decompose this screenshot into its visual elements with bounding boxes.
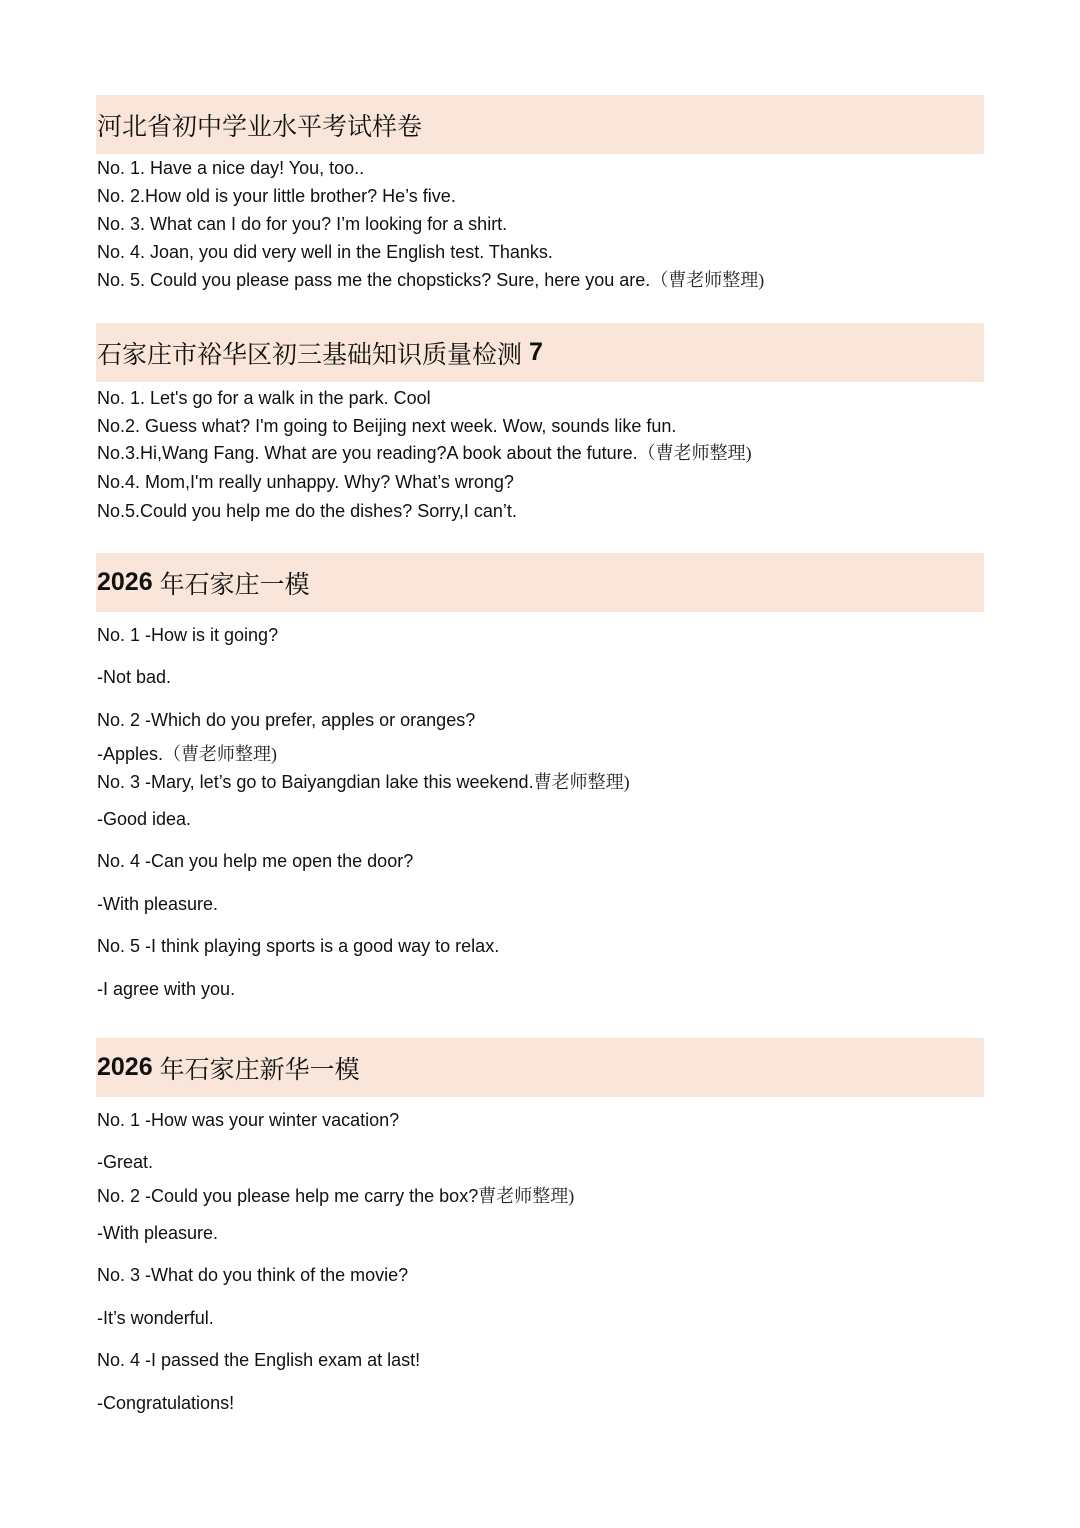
dialogue-line: No. 5. Could you please pass me the chopsticks? Sure, here you are.（曹老师整理) [97, 270, 765, 290]
dialogue-line: No.2. Guess what? I'm going to Beijing next week. Wow, sounds like fun. [97, 416, 677, 436]
editor-note: （曹老师整理) [163, 744, 278, 764]
dialogue-line: No.3.Hi,Wang Fang. What are you reading?A book about the future.（曹老师整理) [97, 443, 752, 463]
dialogue-line: No. 4 -I passed the English exam at last! [97, 1350, 421, 1370]
dialogue-line: -Not bad. [97, 667, 172, 687]
section-title: 年石家庄新华一模 [159, 1055, 360, 1084]
dialogue-line: No. 4. Joan, you did very well in the English test. Thanks. [97, 242, 553, 262]
dialogue-line: No. 5 -I think playing sports is a good way to relax. [97, 936, 500, 956]
dialogue-line: No. 1. Let's go for a walk in the park. Cool [97, 388, 431, 408]
dialogue-line: -Good idea. [97, 809, 192, 829]
section-heading [96, 95, 984, 154]
dialogue-line: No. 1. Have a nice day! You, too.. [97, 158, 365, 178]
section-title: 年石家庄一模 [159, 570, 310, 599]
dialogue-line: No. 4 -Can you help me open the door? [97, 851, 414, 871]
editor-note: 曹老师整理) [533, 772, 630, 792]
section-title: 河北省初中学业水平考试样卷 [97, 112, 423, 141]
section-heading [96, 1038, 984, 1097]
dialogue-line: No. 3. What can I do for you? I’m looking for a shirt. [97, 214, 508, 234]
dialogue-line: -Apples.（曹老师整理) [97, 744, 278, 764]
dialogue-line: -Congratulations! [97, 1393, 235, 1413]
editor-note: （曹老师整理) [650, 270, 765, 290]
dialogue-line: -It’s wonderful. [97, 1308, 214, 1328]
dialogue-line: No. 1 -How is it going? [97, 625, 279, 645]
editor-note: 曹老师整理) [478, 1186, 575, 1206]
dialogue-line: No. 2.How old is your little brother? He’s five. [97, 186, 456, 206]
section-title-year: 2026 [97, 568, 153, 596]
dialogue-line: -With pleasure. [97, 894, 219, 914]
dialogue-line: No.5.Could you help me do the dishes? Sorry,I can’t. [97, 501, 517, 521]
dialogue-line: No. 1 -How was your winter vacation? [97, 1110, 400, 1130]
dialogue-line: No. 3 -Mary, let’s go to Baiyangdian lake this weekend.曹老师整理) [97, 772, 630, 792]
editor-note: （曹老师整理) [637, 443, 752, 463]
section-title-number: 7 [528, 338, 543, 366]
dialogue-line: No. 2 -Which do you prefer, apples or oranges? [97, 710, 476, 730]
dialogue-line: No. 2 -Could you please help me carry the box?曹老师整理) [97, 1186, 575, 1206]
section-heading [96, 323, 984, 382]
dialogue-line: -I agree with you. [97, 979, 236, 999]
section-heading [96, 553, 984, 612]
dialogue-line: No. 3 -What do you think of the movie? [97, 1265, 409, 1285]
dialogue-line: -Great. [97, 1152, 154, 1172]
dialogue-line: No.4. Mom,I'm really unhappy. Why? What’s wrong? [97, 472, 514, 492]
dialogue-line: -With pleasure. [97, 1223, 219, 1243]
section-title-year: 2026 [97, 1053, 153, 1081]
section-title: 石家庄市裕华区初三基础知识质量检测 [97, 340, 523, 369]
